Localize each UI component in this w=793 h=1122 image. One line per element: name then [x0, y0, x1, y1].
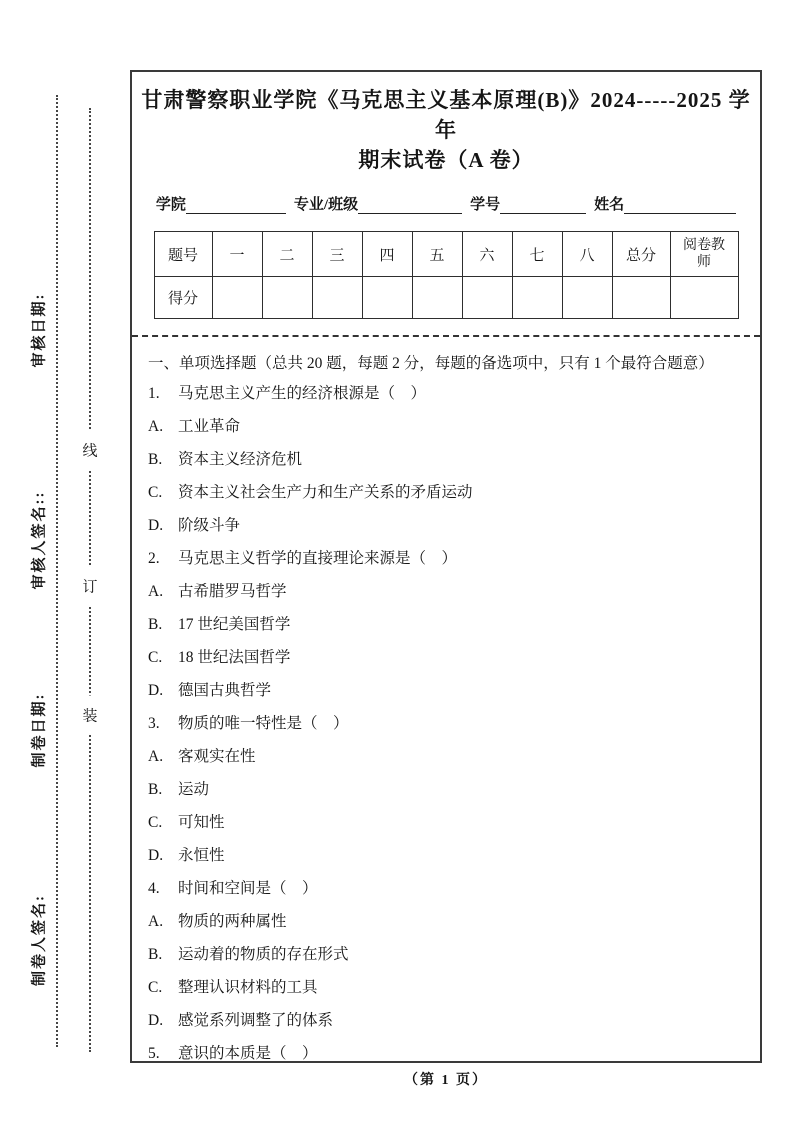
option-label: D. [148, 682, 164, 699]
option-label: B. [148, 451, 163, 468]
option-row [148, 476, 744, 509]
score-table-score-row [154, 277, 738, 319]
option-text: 运动 [178, 781, 210, 798]
option-label: C. [148, 649, 163, 666]
score-col-4: 四 [362, 232, 412, 277]
option-row [148, 509, 744, 542]
field-college-label: 学院 [155, 197, 186, 213]
score-col-2: 二 [262, 232, 312, 277]
score-table [154, 231, 739, 319]
score-col-3: 三 [312, 232, 362, 277]
question-text: 意识的本质是（ ） [178, 1045, 318, 1062]
option-text: 资本主义经济危机 [178, 451, 303, 468]
option-text: 工业革命 [178, 418, 241, 435]
margin-label-review-date: 审核日期: [28, 293, 49, 368]
option-row [148, 443, 744, 476]
student-info-row [132, 193, 760, 214]
option-row [148, 674, 744, 707]
name-blank-line [624, 195, 736, 214]
question-text: 马克思主义哲学的直接理论来源是（ ） [178, 550, 458, 567]
score-cell-empty [412, 277, 462, 319]
option-label: A. [148, 913, 164, 930]
option-row [148, 905, 744, 938]
option-label: B. [148, 616, 163, 633]
score-cell-empty [462, 277, 512, 319]
option-text: 17 世纪美国哲学 [178, 616, 291, 633]
option-text: 感觉系列调整了的体系 [178, 1012, 334, 1029]
option-row [148, 575, 744, 608]
option-label: C. [148, 484, 163, 501]
question-list [148, 377, 744, 1070]
option-label: D. [148, 847, 164, 864]
option-row [148, 1004, 744, 1037]
score-col-1: 一 [212, 232, 262, 277]
option-row [148, 410, 744, 443]
question-number: 5. [148, 1045, 160, 1062]
score-col-7: 七 [512, 232, 562, 277]
question-stem [148, 1037, 744, 1070]
option-text: 阶级斗争 [178, 517, 241, 534]
question-number: 2. [148, 550, 160, 567]
margin-label-maker-date: 制卷日期: [28, 693, 49, 768]
option-label: D. [148, 1012, 164, 1029]
option-text: 18 世纪法国哲学 [178, 649, 291, 666]
score-cell-empty [612, 277, 670, 319]
option-row [148, 971, 744, 1004]
question-number: 3. [148, 715, 160, 732]
exam-title-line1: 甘肃警察职业学院《马克思主义基本原理(B)》2024-----2025 学年 [141, 88, 751, 142]
question-stem [148, 707, 744, 740]
score-col-5: 五 [412, 232, 462, 277]
binding-dotted-line-inner [56, 95, 58, 1047]
option-row [148, 839, 744, 872]
question-number: 4. [148, 880, 160, 897]
margin-label-maker-signature: 制卷人签名: [28, 894, 49, 986]
option-label: A. [148, 748, 164, 765]
question-number: 1. [148, 385, 160, 402]
class-blank-line [358, 195, 462, 214]
option-label: D. [148, 517, 164, 534]
margin-label-reviewer-signature: 审核人签名:: [28, 491, 49, 590]
question-stem [148, 377, 744, 410]
field-name-label: 姓名 [594, 197, 625, 213]
option-text: 运动着的物质的存在形式 [178, 946, 349, 963]
option-label: B. [148, 946, 163, 963]
question-text: 物质的唯一特性是（ ） [178, 715, 349, 732]
option-text: 整理认识材料的工具 [178, 979, 318, 996]
option-text: 物质的两种属性 [178, 913, 287, 930]
score-table-corner-score: 得分 [154, 277, 212, 319]
field-class-label: 专业/班级 [293, 197, 359, 213]
score-cell-empty [212, 277, 262, 319]
option-row [148, 608, 744, 641]
option-text: 客观实在性 [178, 748, 256, 765]
option-row [148, 806, 744, 839]
option-label: C. [148, 979, 163, 996]
exam-content-box [130, 70, 762, 1063]
option-row [148, 641, 744, 674]
score-cell-empty [312, 277, 362, 319]
option-text: 永恒性 [178, 847, 225, 864]
question-text: 马克思主义产生的经济根源是（ ） [178, 385, 427, 402]
score-cell-empty [262, 277, 312, 319]
score-cell-empty [512, 277, 562, 319]
section-heading: 一、单项选择题（总共 20 题，每题 2 分，每题的备选项中，只有 1 个最符合题意） [148, 355, 714, 372]
binding-char-zhuang: 装 [80, 696, 99, 735]
option-row [148, 773, 744, 806]
exam-title-line2: 期末试卷（A 卷） [358, 148, 534, 172]
option-label: B. [148, 781, 163, 798]
option-label: A. [148, 418, 164, 435]
score-table-corner-qnum: 题号 [154, 232, 212, 277]
option-text: 可知性 [178, 814, 225, 831]
student-id-blank-line [500, 195, 586, 214]
option-row [148, 938, 744, 971]
score-cell-empty [562, 277, 612, 319]
score-cell-empty [670, 277, 738, 319]
score-table-header-row [154, 232, 738, 277]
field-student-id-label: 学号 [470, 197, 501, 213]
question-stem [148, 872, 744, 905]
score-cell-empty [362, 277, 412, 319]
binding-char-ding: 订 [80, 567, 99, 606]
score-col-total: 总分 [612, 232, 670, 277]
option-text: 古希腊罗马哲学 [178, 583, 287, 600]
score-col-8: 八 [562, 232, 612, 277]
score-col-grader: 阅卷教师 [670, 232, 738, 277]
question-stem [148, 542, 744, 575]
page-number-footer: （第 1 页） [404, 1073, 488, 1088]
option-label: A. [148, 583, 164, 600]
dashed-divider [132, 335, 760, 337]
binding-char-xian: 线 [80, 431, 99, 470]
question-text: 时间和空间是（ ） [178, 880, 318, 897]
option-row [148, 740, 744, 773]
option-text: 资本主义社会生产力和生产关系的矛盾运动 [178, 484, 473, 501]
option-text: 德国古典哲学 [178, 682, 272, 699]
score-col-6: 六 [462, 232, 512, 277]
college-blank-line [186, 195, 286, 214]
option-label: C. [148, 814, 163, 831]
